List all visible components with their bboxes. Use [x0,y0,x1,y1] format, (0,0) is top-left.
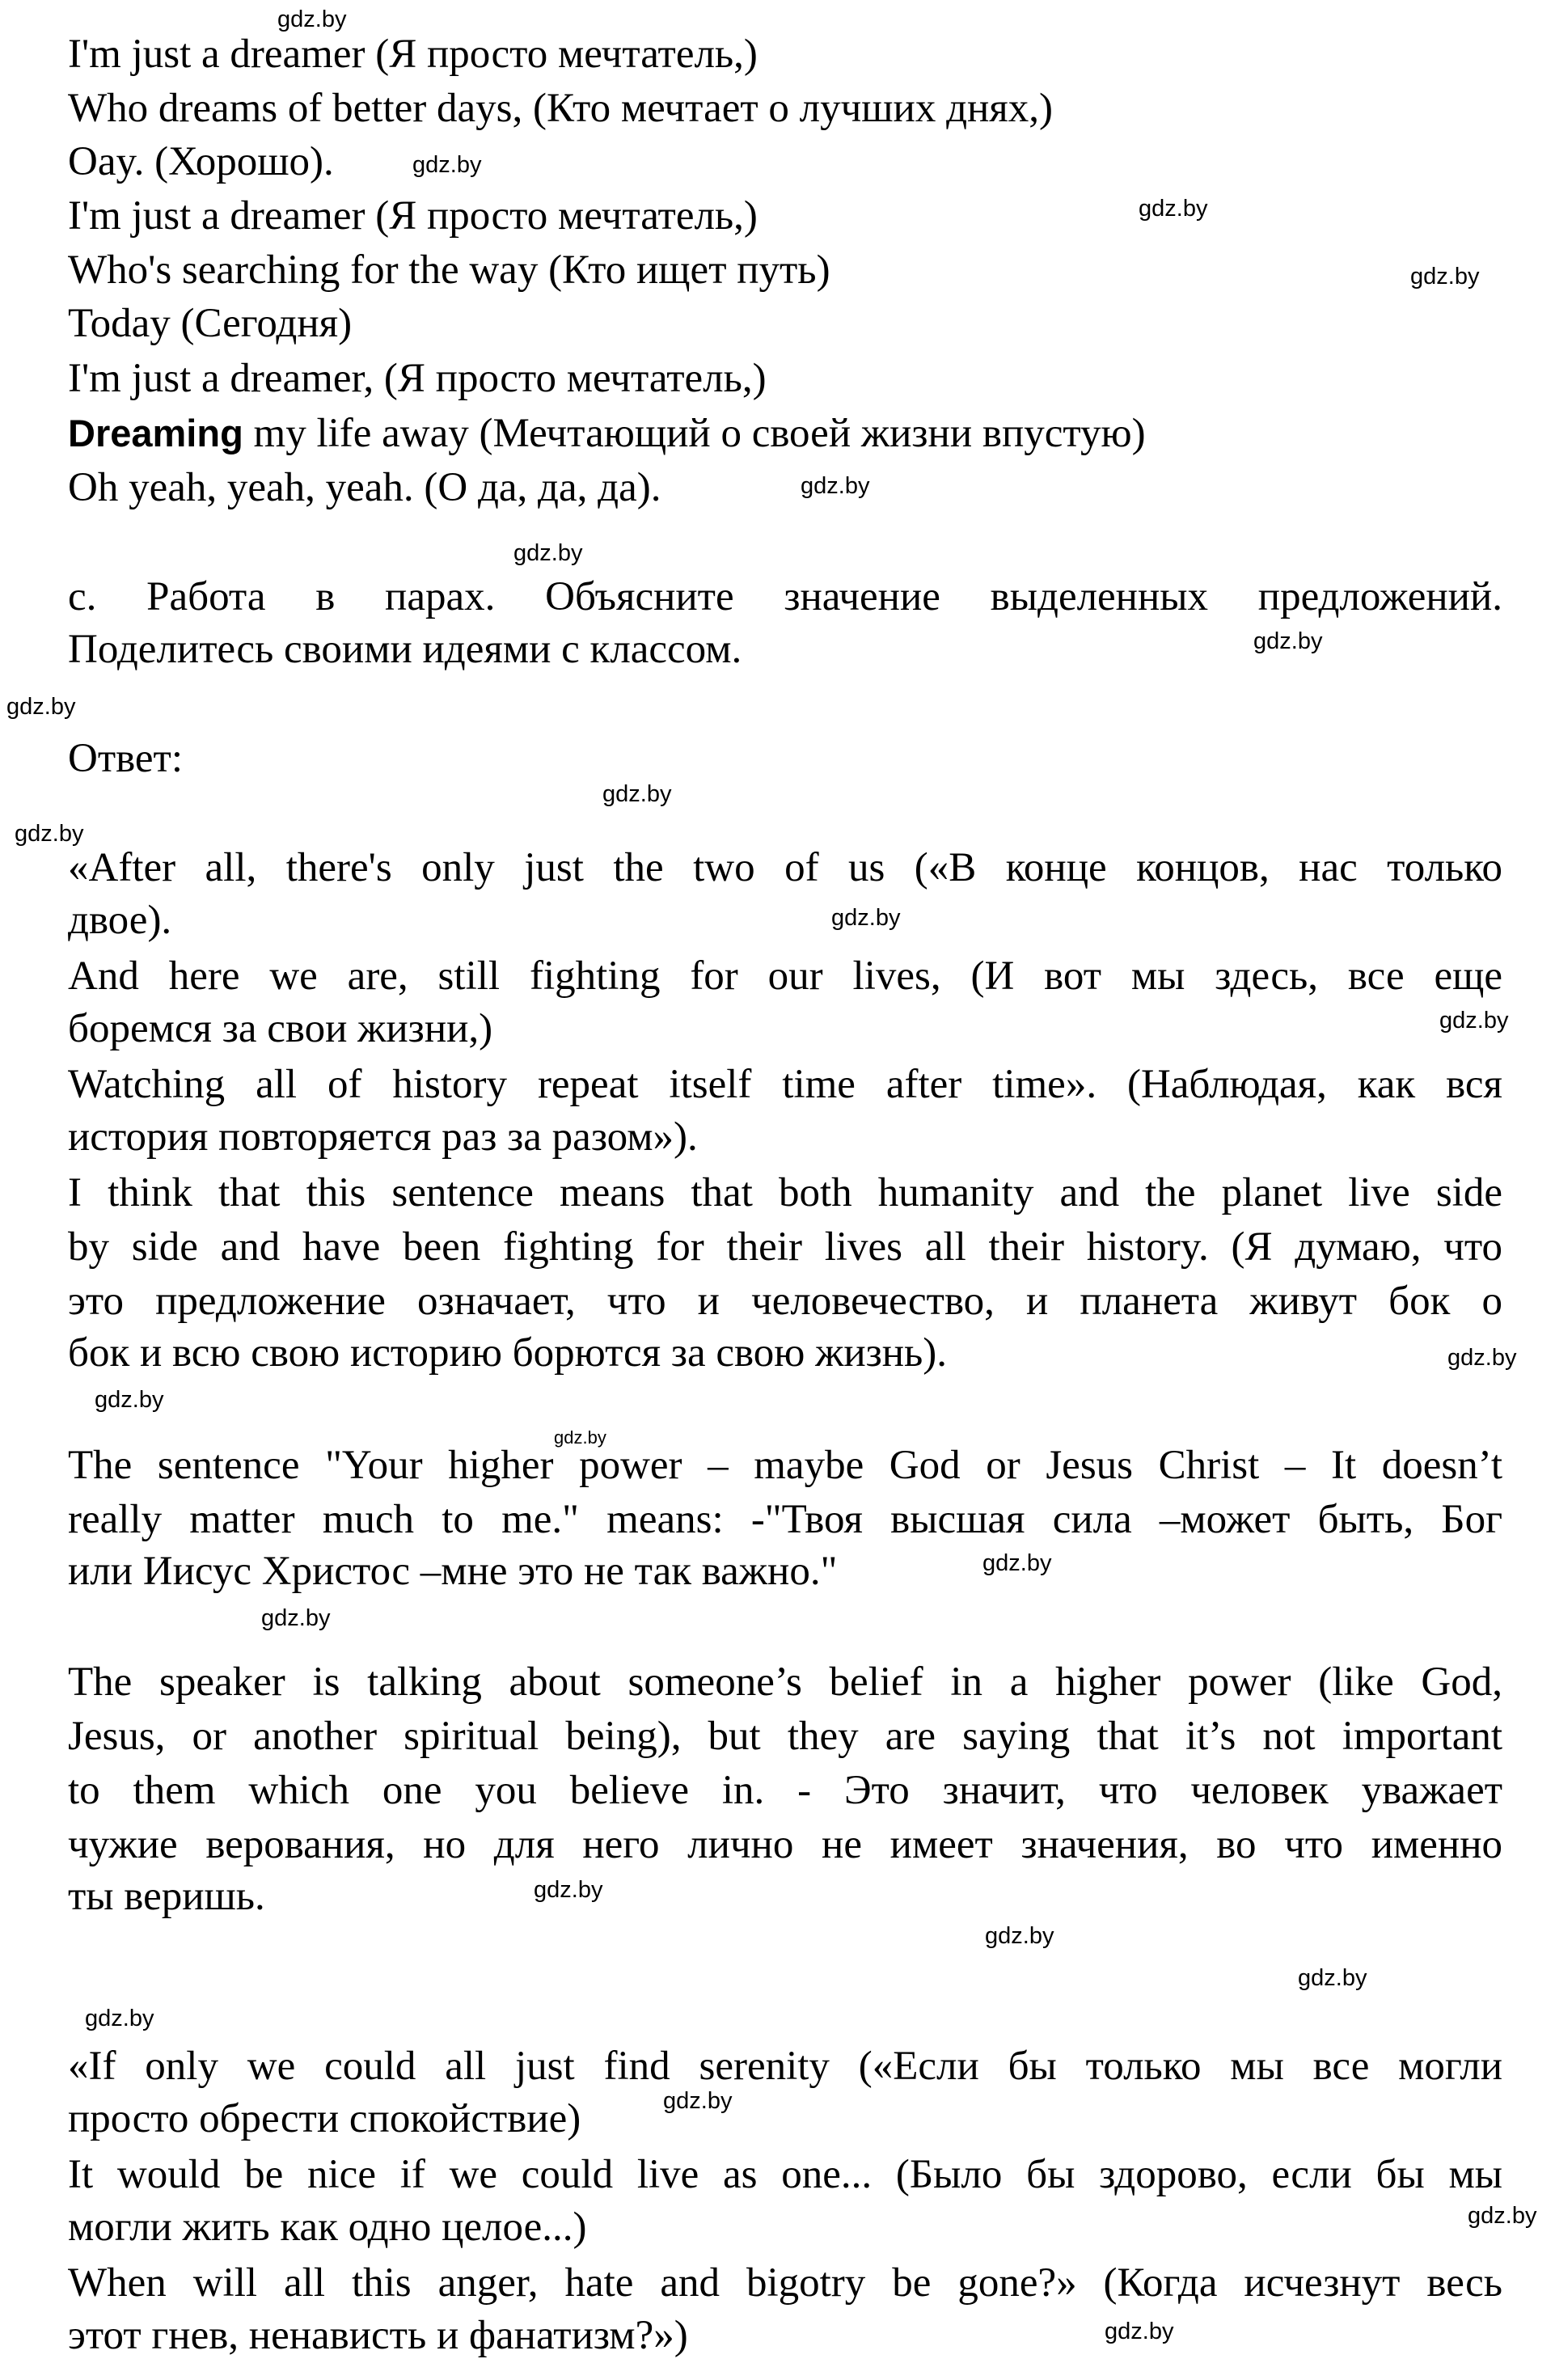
watermark: gdz.by [513,540,583,566]
lyric-line: Today (Сегодня) [68,301,353,346]
paragraph-line: The sentence "Your higher power – maybe God or Jesus Christ – It doesn’t [68,1443,1502,1488]
watermark: gdz.by [985,1923,1054,1949]
watermark: gdz.by [1298,1965,1367,1991]
lyric-line: Oh yeah, yeah, yeah. (О да, да, да). [68,465,661,510]
watermark: gdz.by [801,473,870,499]
watermark: gdz.by [277,6,347,32]
watermark: gdz.by [1410,264,1480,290]
paragraph-line: этот гнев, ненависть и фанатизм?») [68,2313,688,2358]
paragraph-line: чужие верования, но для него лично не имеет значения, во что именно [68,1822,1502,1867]
paragraph-line: It would be nice if we could live as one... (Было бы здорово, если бы мы [68,2152,1502,2197]
lyric-line: I'm just a dreamer (Я просто мечтатель,) [68,32,758,77]
paragraph-line: история повторяется раз за разом»). [68,1114,698,1160]
task-line: Поделитесь своими идеями с классом. [68,627,742,672]
paragraph-line: могли жить как одно целое...) [68,2205,587,2250]
bold-word: Dreaming [68,412,243,454]
watermark: gdz.by [554,1427,606,1448]
paragraph-line: The speaker is talking about someone’s belief in a higher power (like God, [68,1659,1502,1705]
watermark: gdz.by [261,1605,331,1631]
watermark: gdz.by [412,152,482,178]
paragraph-line: really matter much to me." means: -"Твоя высшая сила –может быть, Бог [68,1497,1502,1542]
paragraph-line: ты веришь. [68,1874,265,1919]
paragraph-line: это предложение означает, что и человечество, и планета живут бок о [68,1279,1502,1324]
watermark: gdz.by [1253,628,1323,654]
watermark: gdz.by [982,1550,1052,1576]
watermark: gdz.by [95,1387,164,1413]
watermark: gdz.by [1468,2203,1537,2229]
watermark: gdz.by [85,2006,154,2031]
task-line: c. Работа в парах. Объясните значение выделенных предложений. [68,574,1502,619]
answer-label: Ответ: [68,736,183,781]
watermark: gdz.by [1139,196,1208,222]
paragraph-line: Watching all of history repeat itself time after time». (Наблюдая, как вся [68,1062,1502,1107]
lyric-line-dreaming [68,409,1146,458]
paragraph-line: боремся за свои жизни,) [68,1006,493,1051]
watermark: gdz.by [534,1877,603,1903]
lyric-line: Who dreams of better days, (Кто мечтает о лучших днях,) [68,86,1053,131]
paragraph-line: to them which one you believe in. - Это значит, что человек уважает [68,1768,1502,1813]
watermark: gdz.by [6,694,76,720]
lyric-text: my life away (Мечтающий о своей жизни впустую) [243,411,1146,456]
watermark: gdz.by [663,2088,733,2114]
watermark: gdz.by [831,905,901,931]
paragraph-line: «After all, there's only just the two of us («В конце концов, нас только [68,845,1502,890]
lyric-line: Who's searching for the way (Кто ищет путь) [68,247,830,293]
paragraph-line: And here we are, still fighting for our lives, (И вот мы здесь, все еще [68,953,1502,999]
watermark: gdz.by [1439,1008,1509,1034]
paragraph-line: бок и всю свою историю борются за свою жизнь). [68,1330,948,1376]
lyric-line: I'm just a dreamer, (Я просто мечтатель,) [68,356,767,401]
lyric-line: I'm just a dreamer (Я просто мечтатель,) [68,193,758,239]
paragraph-line: I think that this sentence means that both humanity and the planet live side [68,1170,1502,1215]
paragraph-line: двое). [68,898,172,943]
watermark: gdz.by [1105,2319,1174,2344]
lyric-line: Oay. (Хорошо). [68,139,334,184]
paragraph-line: Jesus, or another spiritual being), but they are saying that it’s not important [68,1714,1502,1759]
paragraph-line: When will all this anger, hate and bigotry be gone?» (Когда исчезнут весь [68,2260,1502,2306]
paragraph-line: просто обрести спокойствие) [68,2096,581,2141]
watermark: gdz.by [15,821,84,847]
paragraph-line: «If only we could all just find serenity («Если бы только мы все могли [68,2044,1502,2089]
paragraph-line: или Иисус Христос –мне это не так важно." [68,1549,838,1594]
watermark: gdz.by [602,781,672,807]
watermark: gdz.by [1447,1345,1517,1371]
paragraph-line: by side and have been fighting for their lives all their history. (Я думаю, что [68,1224,1502,1270]
